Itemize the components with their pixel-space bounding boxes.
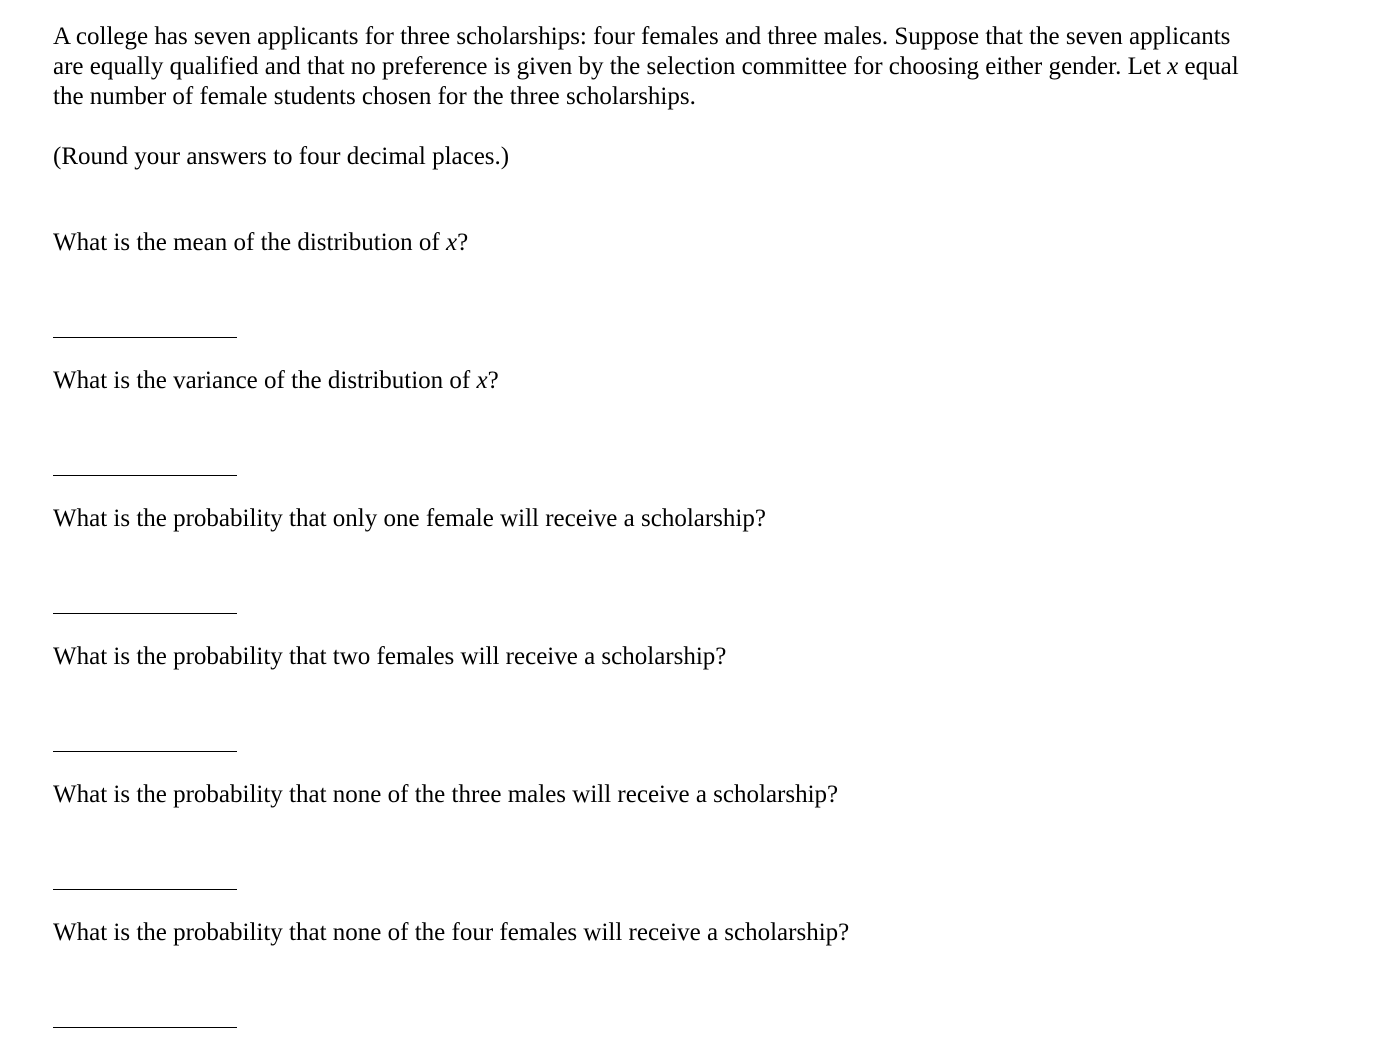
intro-text-part2: equal the number of female students chosen for the three scholarships. bbox=[53, 53, 1239, 110]
question-text: What is the variance of the distribution of bbox=[53, 367, 477, 394]
question-text: What is the mean of the distribution of bbox=[53, 229, 446, 256]
question-variance bbox=[53, 366, 499, 396]
question-variable-x: x bbox=[445, 229, 458, 256]
problem-intro bbox=[53, 22, 1253, 112]
question-suffix: ? bbox=[457, 229, 469, 256]
intro-variable-x: x bbox=[1167, 53, 1179, 80]
question-two-females: What is the probability that two females will receive a scholarship? bbox=[53, 643, 727, 670]
answer-blank-no-females[interactable] bbox=[53, 1027, 237, 1028]
question-one-female: What is the probability that only one female will receive a scholarship? bbox=[53, 505, 766, 532]
answer-blank-no-males[interactable] bbox=[53, 889, 237, 890]
question-variable-x: x bbox=[476, 367, 488, 394]
answer-blank-mean[interactable] bbox=[53, 337, 237, 338]
answer-blank-two-females[interactable] bbox=[53, 751, 237, 752]
intro-text-part1: A college has seven applicants for three scholarships: four females and three males. Suppose that the seven applicants are equally qualified and that no preference is given by the selection committee for choosing either gender. Let bbox=[53, 23, 1231, 80]
question-no-males: What is the probability that none of the three males will receive a scholarship? bbox=[53, 781, 839, 808]
question-mean bbox=[53, 228, 468, 258]
question-no-females: What is the probability that none of the four females will receive a scholarship? bbox=[53, 919, 850, 946]
answer-blank-one-female[interactable] bbox=[53, 613, 237, 614]
answer-blank-variance[interactable] bbox=[53, 475, 237, 476]
rounding-instruction: (Round your answers to four decimal places.) bbox=[53, 143, 510, 170]
question-suffix: ? bbox=[487, 367, 499, 394]
